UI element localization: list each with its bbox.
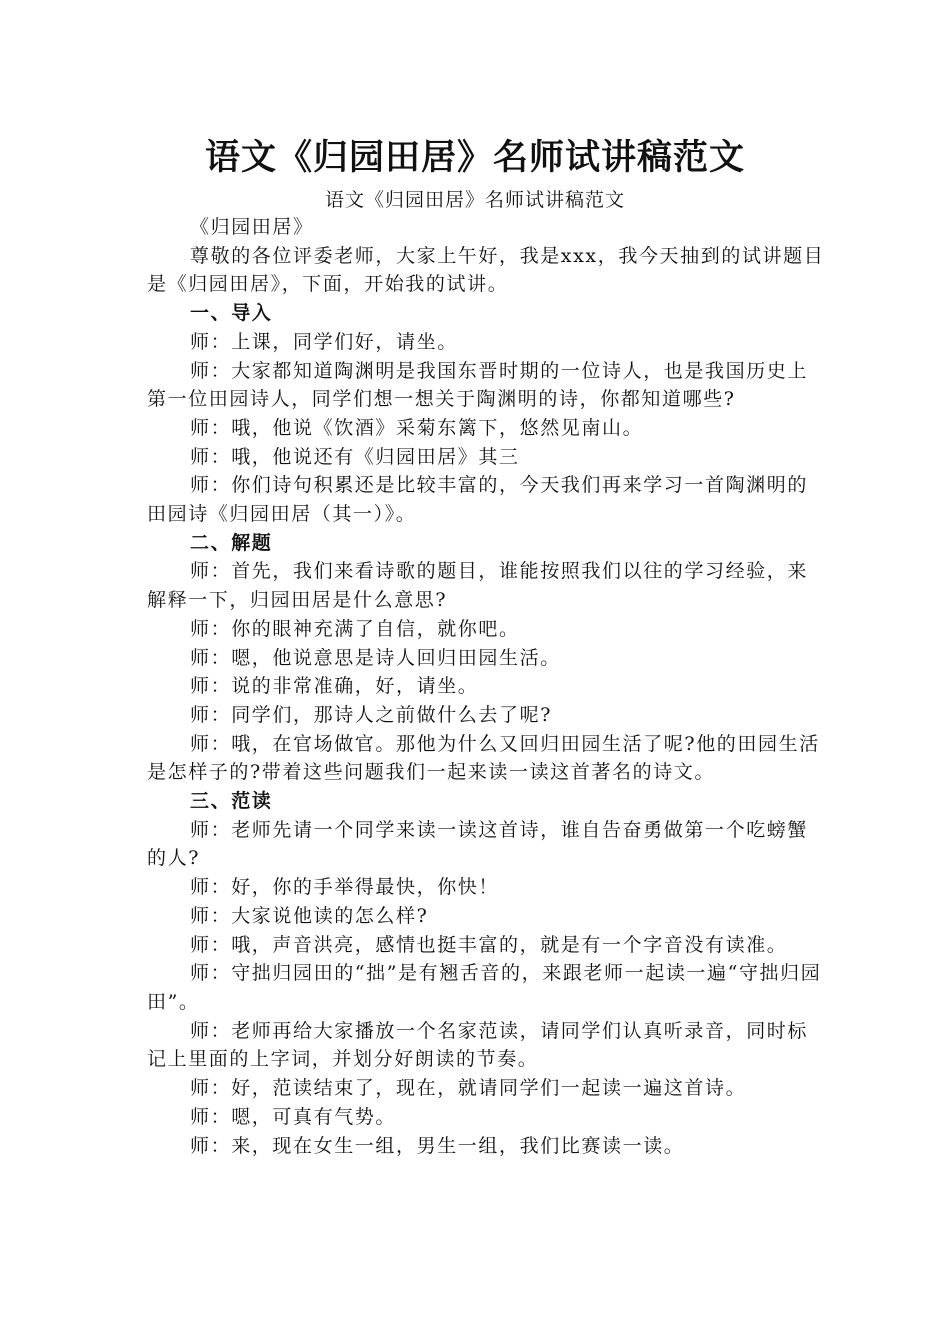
- paragraph: 师：哦，在官场做官。那他为什么又回归田园生活了呢?他的田园生活是怎样子的?带着这些问题我们一起来读一读这首著名的诗文。: [147, 732, 820, 784]
- paragraph: 师：守拙归园田的“拙”是有翘舌音的，来跟老师一起读一遍“守拙归园田”。: [147, 962, 822, 1013]
- paragraph: 师：你的眼神充满了自信，就你吧。: [190, 617, 520, 640]
- paragraph: 师：好，你的手举得最快，你快！: [190, 876, 500, 899]
- paragraph: 师：哦，声音洪亮，感情也挺丰富的，就是有一个字音没有读准。: [190, 933, 788, 956]
- paragraph: 师：大家说他读的怎么样?: [190, 904, 429, 927]
- section-heading: 二、解题: [190, 531, 273, 554]
- paragraph: 师：首先，我们来看诗歌的题目，谁能按照我们以往的学习经验，来解释一下，归园田居是什么意思?: [147, 560, 809, 612]
- paragraph: 师：嗯，他说意思是诗人回归田园生活。: [190, 646, 561, 669]
- document-title: 语文《归园田居》名师试讲稿范文: [204, 138, 745, 178]
- document-subtitle: 语文《归园田居》名师试讲稿范文: [324, 189, 625, 211]
- paragraph: 师：上课，同学们好，请坐。: [190, 330, 458, 353]
- section-heading: 三、范读: [190, 790, 273, 813]
- paragraph: 师：同学们，那诗人之前做什么去了呢?: [190, 703, 552, 726]
- paragraph: 师：来，现在女生一组，男生一组，我们比赛读一读。: [190, 1134, 685, 1157]
- paragraph: 师：说的非常准确，好，请坐。: [190, 675, 479, 698]
- paragraph: 师：你们诗句积累还是比较丰富的，今天我们再来学习一首陶渊明的田园诗《归园田居（其一）》。: [147, 474, 809, 526]
- paragraph: 师：嗯，可真有气势。: [190, 1105, 397, 1128]
- paragraph: 师：老师再给大家播放一个名家范读，请同学们认真听录音，同时标记上里面的上字词，并划分好朗读的节奏。: [147, 1019, 809, 1071]
- document-body: [147, 213, 827, 1160]
- paragraph: 师：哦，他说《饮酒》采菊东篱下，悠然见南山。: [190, 416, 644, 439]
- section-heading: 一、导入: [190, 302, 273, 325]
- paragraph: 师：大家都知道陶渊明是我国东晋时期的一位诗人，也是我国历史上第一位田园诗人，同学们想一想关于陶渊明的诗，你都知道哪些?: [147, 359, 809, 411]
- paragraph: 师：老师先请一个同学来读一读这首诗，谁自告奋勇做第一个吃螃蟹的人?: [147, 818, 809, 870]
- paragraph: 师：好，范读结束了，现在，就请同学们一起读一遍这首诗。: [190, 1077, 747, 1100]
- paragraph: 《归园田居》: [190, 216, 314, 238]
- paragraph: 师：哦，他说还有《归园田居》其三: [190, 445, 520, 468]
- paragraph: 尊敬的各位评委老师，大家上午好，我是xxx，我今天抽到的试讲题目是《归园田居》，下面，开始我的试讲。: [147, 244, 825, 296]
